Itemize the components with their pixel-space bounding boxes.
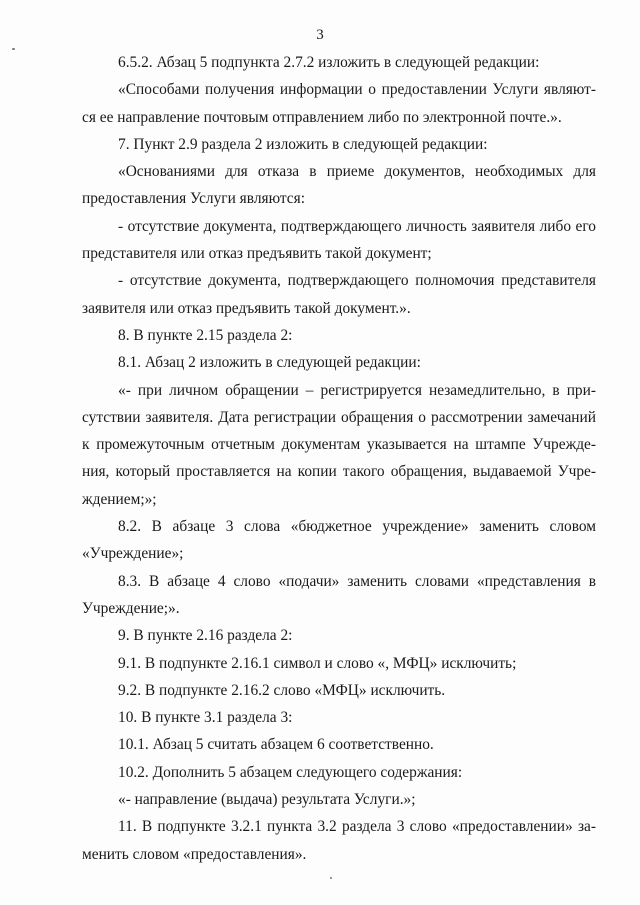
paragraph-8: 8. В пункте 2.15 раздела 2: [118,326,293,344]
paragraph-10-2: 10.2. Дополнить 5 абзацем следующего содержания: [118,763,463,781]
list-item-authority-document: - отсутствие документа, подтверждающего полномочия представителя заявителя или отказ предъявить такой документ.». [82,272,596,317]
paragraph-10-1: 10.1. Абзац 5 считать абзацем 6 соответственно. [118,736,434,754]
scan-speck [12,48,15,50]
paragraph-6-5-2: 6.5.2. Абзац 5 подпункта 2.7.2 изложить в следующей редакции: [118,54,540,71]
list-item-identity-document: - отсутствие документа, подтверждающего личность заявителя либо его представителя или отказ предъявить такой документ; [82,217,596,263]
paragraph-9-2: 9.2. В подпункте 2.16.2 слово «МФЦ» исключить. [118,681,446,699]
paragraph-9: 9. В пункте 2.16 раздела 2: [118,627,293,645]
paragraph-11: 11. В подпункте 3.2.1 пункта 3.2 раздела 3 слово «предоставлении» за-менить словом «предоставления». [82,818,596,863]
paragraph-quote-information-methods: «Способами получения информации о предоставлении Услуги являют-ся ее направление почтовым отправлением либо по электронной почте.». [82,81,596,126]
document-body [82,49,596,868]
scan-speck [330,877,332,879]
paragraph-7: 7. Пункт 2.9 раздела 2 изложить в следующей редакции: [118,135,488,153]
paragraph-8-1: 8.1. Абзац 2 изложить в следующей редакции: [118,354,421,372]
paragraph-quote-result-delivery: «- направление (выдача) результата Услуги.»; [118,791,416,809]
paragraph-quote-personal-appeal: «- при личном обращении – регистрируется незамедлительно, в при-сутствии заявителя. Дата регистрации обращения о рассмотрении замечаний к промежуточным отчетным документам указывается на штампе Учрежде-ния, который проставляется на копии такого обращения, выдаваемой Учре-ждением;»; [82,381,596,508]
paragraph-quote-refusal-grounds: «Основаниями для отказа в приеме документов, необходимых для предоставления Услуги являются: [82,163,596,208]
paragraph-10: 10. В пункте 3.1 раздела 3: [118,709,293,727]
paragraph-8-2: 8.2. В абзаце 3 слова «бюджетное учреждение» заменить словом «Учреждение»; [82,518,596,563]
page-number: 3 [316,27,324,43]
paragraph-8-3: 8.3. В абзаце 4 слово «подачи» заменить словами «представления в Учреждение;». [82,572,596,617]
paragraph-9-1: 9.1. В подпункте 2.16.1 символ и слово «, МФЦ» исключить; [118,654,517,672]
